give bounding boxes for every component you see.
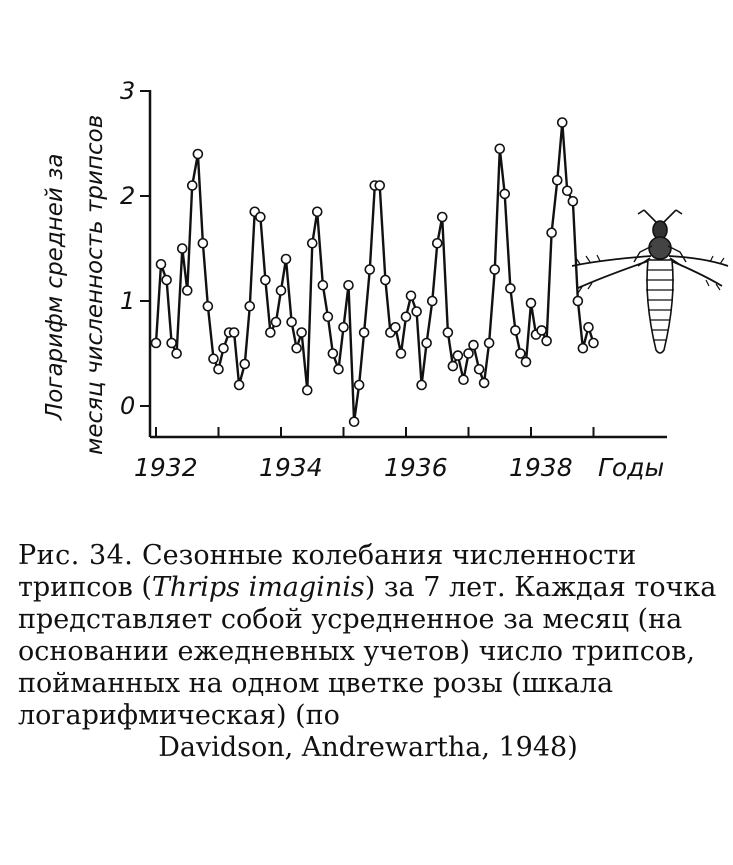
data-point (261, 276, 270, 285)
data-point (453, 351, 462, 360)
data-point (360, 328, 369, 337)
data-point (485, 339, 494, 348)
data-point (495, 144, 504, 153)
data-point (297, 328, 306, 337)
data-point (522, 357, 531, 366)
data-point (422, 339, 431, 348)
data-point (272, 318, 281, 327)
data-point (256, 213, 265, 222)
data-point (578, 344, 587, 353)
y-ticks (120, 77, 150, 420)
x-tick-label: 1934 (259, 453, 323, 482)
data-point (203, 302, 212, 311)
data-point (506, 284, 515, 293)
data-point (287, 318, 296, 327)
data-point (547, 228, 556, 237)
x-tick-label: 1936 (384, 453, 448, 482)
data-point (266, 328, 275, 337)
data-point (152, 339, 161, 348)
data-point (277, 286, 286, 295)
data-point (459, 375, 468, 384)
x-ticks (134, 427, 594, 482)
series-line-group (152, 118, 599, 426)
data-point (428, 297, 437, 306)
data-point (157, 260, 166, 269)
y-tick-label: 3 (120, 77, 136, 105)
series-line (156, 123, 594, 422)
data-point (323, 312, 332, 321)
data-point (339, 323, 348, 332)
data-point (558, 118, 567, 127)
data-point (188, 181, 197, 190)
data-point (433, 239, 442, 248)
data-point (282, 255, 291, 264)
data-point (397, 349, 406, 358)
data-point (589, 339, 598, 348)
caption-species: Thrips imaginis (151, 572, 365, 603)
data-point (240, 360, 249, 369)
data-point (527, 299, 536, 308)
data-point (350, 417, 359, 426)
data-point (209, 354, 218, 363)
y-tick-label: 0 (120, 392, 136, 420)
data-point (573, 297, 582, 306)
data-point (553, 176, 562, 185)
data-point (568, 197, 577, 206)
x-axis-title: Годы (598, 453, 665, 482)
data-point (313, 207, 322, 216)
data-point (303, 386, 312, 395)
data-point (355, 381, 364, 390)
data-point (542, 336, 551, 345)
data-point (198, 239, 207, 248)
data-point (448, 362, 457, 371)
data-point (537, 326, 546, 335)
data-point (500, 189, 509, 198)
data-point (475, 365, 484, 374)
data-point (407, 291, 416, 300)
data-point (375, 181, 384, 190)
data-point (344, 281, 353, 290)
data-point (172, 349, 181, 358)
data-point (328, 349, 337, 358)
data-point (167, 339, 176, 348)
data-point (584, 323, 593, 332)
data-point (214, 365, 223, 374)
caption-text-after: ) за 7 лет. Каждая точка представляет собой усредненное за месяц (на основании ежедневных учетов) число трипсов, пойманных на одном цветке розы (шкала логарифмическая) (по (18, 572, 717, 731)
data-point (469, 341, 478, 350)
y-axis-title-line-2: месяц численность трипсов (82, 114, 108, 455)
data-point (245, 302, 254, 311)
data-point (443, 328, 452, 337)
data-point (490, 265, 499, 274)
data-point (308, 239, 317, 248)
data-point (402, 312, 411, 321)
figure-caption (18, 540, 718, 764)
data-point (318, 281, 327, 290)
caption-text-before: Сезонные колебания численности трипсов ( (18, 540, 637, 603)
data-point (365, 265, 374, 274)
x-tick-label: 1938 (509, 453, 573, 482)
data-point (412, 307, 421, 316)
data-point (480, 378, 489, 387)
data-point (183, 286, 192, 295)
data-point (219, 344, 228, 353)
caption-label: Рис. 34. (18, 540, 134, 571)
data-point (193, 150, 202, 159)
data-point (230, 328, 239, 337)
data-point (563, 186, 572, 195)
data-point (438, 213, 447, 222)
y-tick-label: 2 (120, 182, 136, 210)
data-point (381, 276, 390, 285)
data-point (162, 276, 171, 285)
data-point (391, 323, 400, 332)
data-point (511, 326, 520, 335)
data-point (516, 349, 525, 358)
data-point (417, 381, 426, 390)
y-tick-label: 1 (120, 287, 136, 315)
data-point (235, 381, 244, 390)
caption-source: Davidson, Andrewartha, 1948) (158, 732, 578, 763)
data-point (292, 344, 301, 353)
y-axis-title-line-1: Логарифм средней за (42, 153, 68, 420)
data-point (464, 349, 473, 358)
data-point (178, 244, 187, 253)
data-point (334, 365, 343, 374)
x-tick-label: 1932 (134, 453, 198, 482)
thrips-insect-icon (572, 210, 728, 353)
